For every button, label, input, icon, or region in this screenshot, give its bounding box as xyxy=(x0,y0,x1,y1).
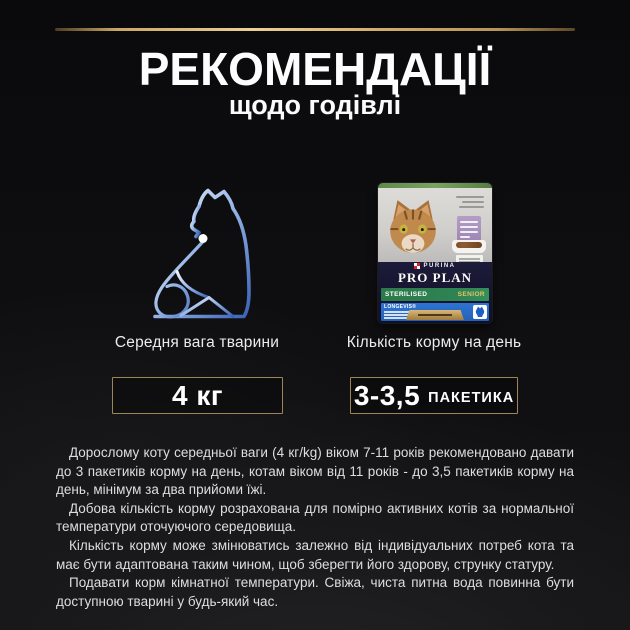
blue-cat-icon xyxy=(473,305,487,319)
pouch-count-value: 3-3,5 xyxy=(353,379,421,411)
sitting-cat-outline-icon xyxy=(133,185,261,328)
daily-amount-label: Кількість корму на день xyxy=(346,334,522,351)
sterilised-band xyxy=(381,288,489,301)
page-subtitle: щодо годівлі xyxy=(228,90,402,120)
proplan-logo-text: PRO PLAN xyxy=(397,270,473,285)
body-paragraph: Добова кількість корму розрахована для помірно активних котів за нормальної температури оточуючого середовища. xyxy=(56,500,574,535)
sterilised-text: STERILISED xyxy=(385,291,428,298)
gold-award-plaque xyxy=(406,310,464,320)
pouch-lower-panel xyxy=(378,262,492,323)
page-title: РЕКОМЕНДАЦІЇ xyxy=(138,43,492,95)
cat-body-outline xyxy=(155,191,249,317)
body-paragraph: Кількість корму може змінюватись залежно від індивідуальних потреб кота та має бути адаптована таким чином, щоб зберегти його здорову, струнку статуру. xyxy=(56,537,574,572)
food-bowl-image xyxy=(452,240,486,253)
feeding-instructions-text xyxy=(56,444,574,611)
flavour-badge xyxy=(457,216,481,243)
body-paragraph: Подавати корм кімнатної температури. Свіжа, чиста питна вода повинна бути доступною тварині у будь-який час. xyxy=(56,575,574,609)
weight-value: 4 кг xyxy=(171,379,224,411)
cat-face-line xyxy=(192,207,199,237)
pouch-count-unit: ПАКЕТИКА xyxy=(428,390,515,406)
body-paragraph: Дорослому коту середньої ваги (4 кг/kg) віком 7-11 років рекомендовано давати до 3 пакетиків корму на день, котам віком від 11 років - до 3,5 пакетиків корму на день, мінімум за два прийоми їжі. xyxy=(56,445,574,498)
tabby-cat-photo xyxy=(384,194,442,260)
purina-brand-text: PURINA xyxy=(423,263,456,269)
purina-checker-logo xyxy=(414,263,420,269)
pouch-photo-area xyxy=(378,188,492,262)
longevis-text: LONGEVIS® xyxy=(384,304,417,310)
senior-tag: SENIOR xyxy=(457,291,485,298)
average-weight-label: Середня вага тварини xyxy=(114,334,280,351)
daily-amount-value-box xyxy=(350,377,518,414)
product-package xyxy=(378,183,492,323)
cat-collar-pendant-dot xyxy=(199,234,208,243)
gold-divider-line xyxy=(55,28,575,31)
cat-front-leg-line xyxy=(177,272,209,298)
average-weight-value-box xyxy=(112,377,283,414)
